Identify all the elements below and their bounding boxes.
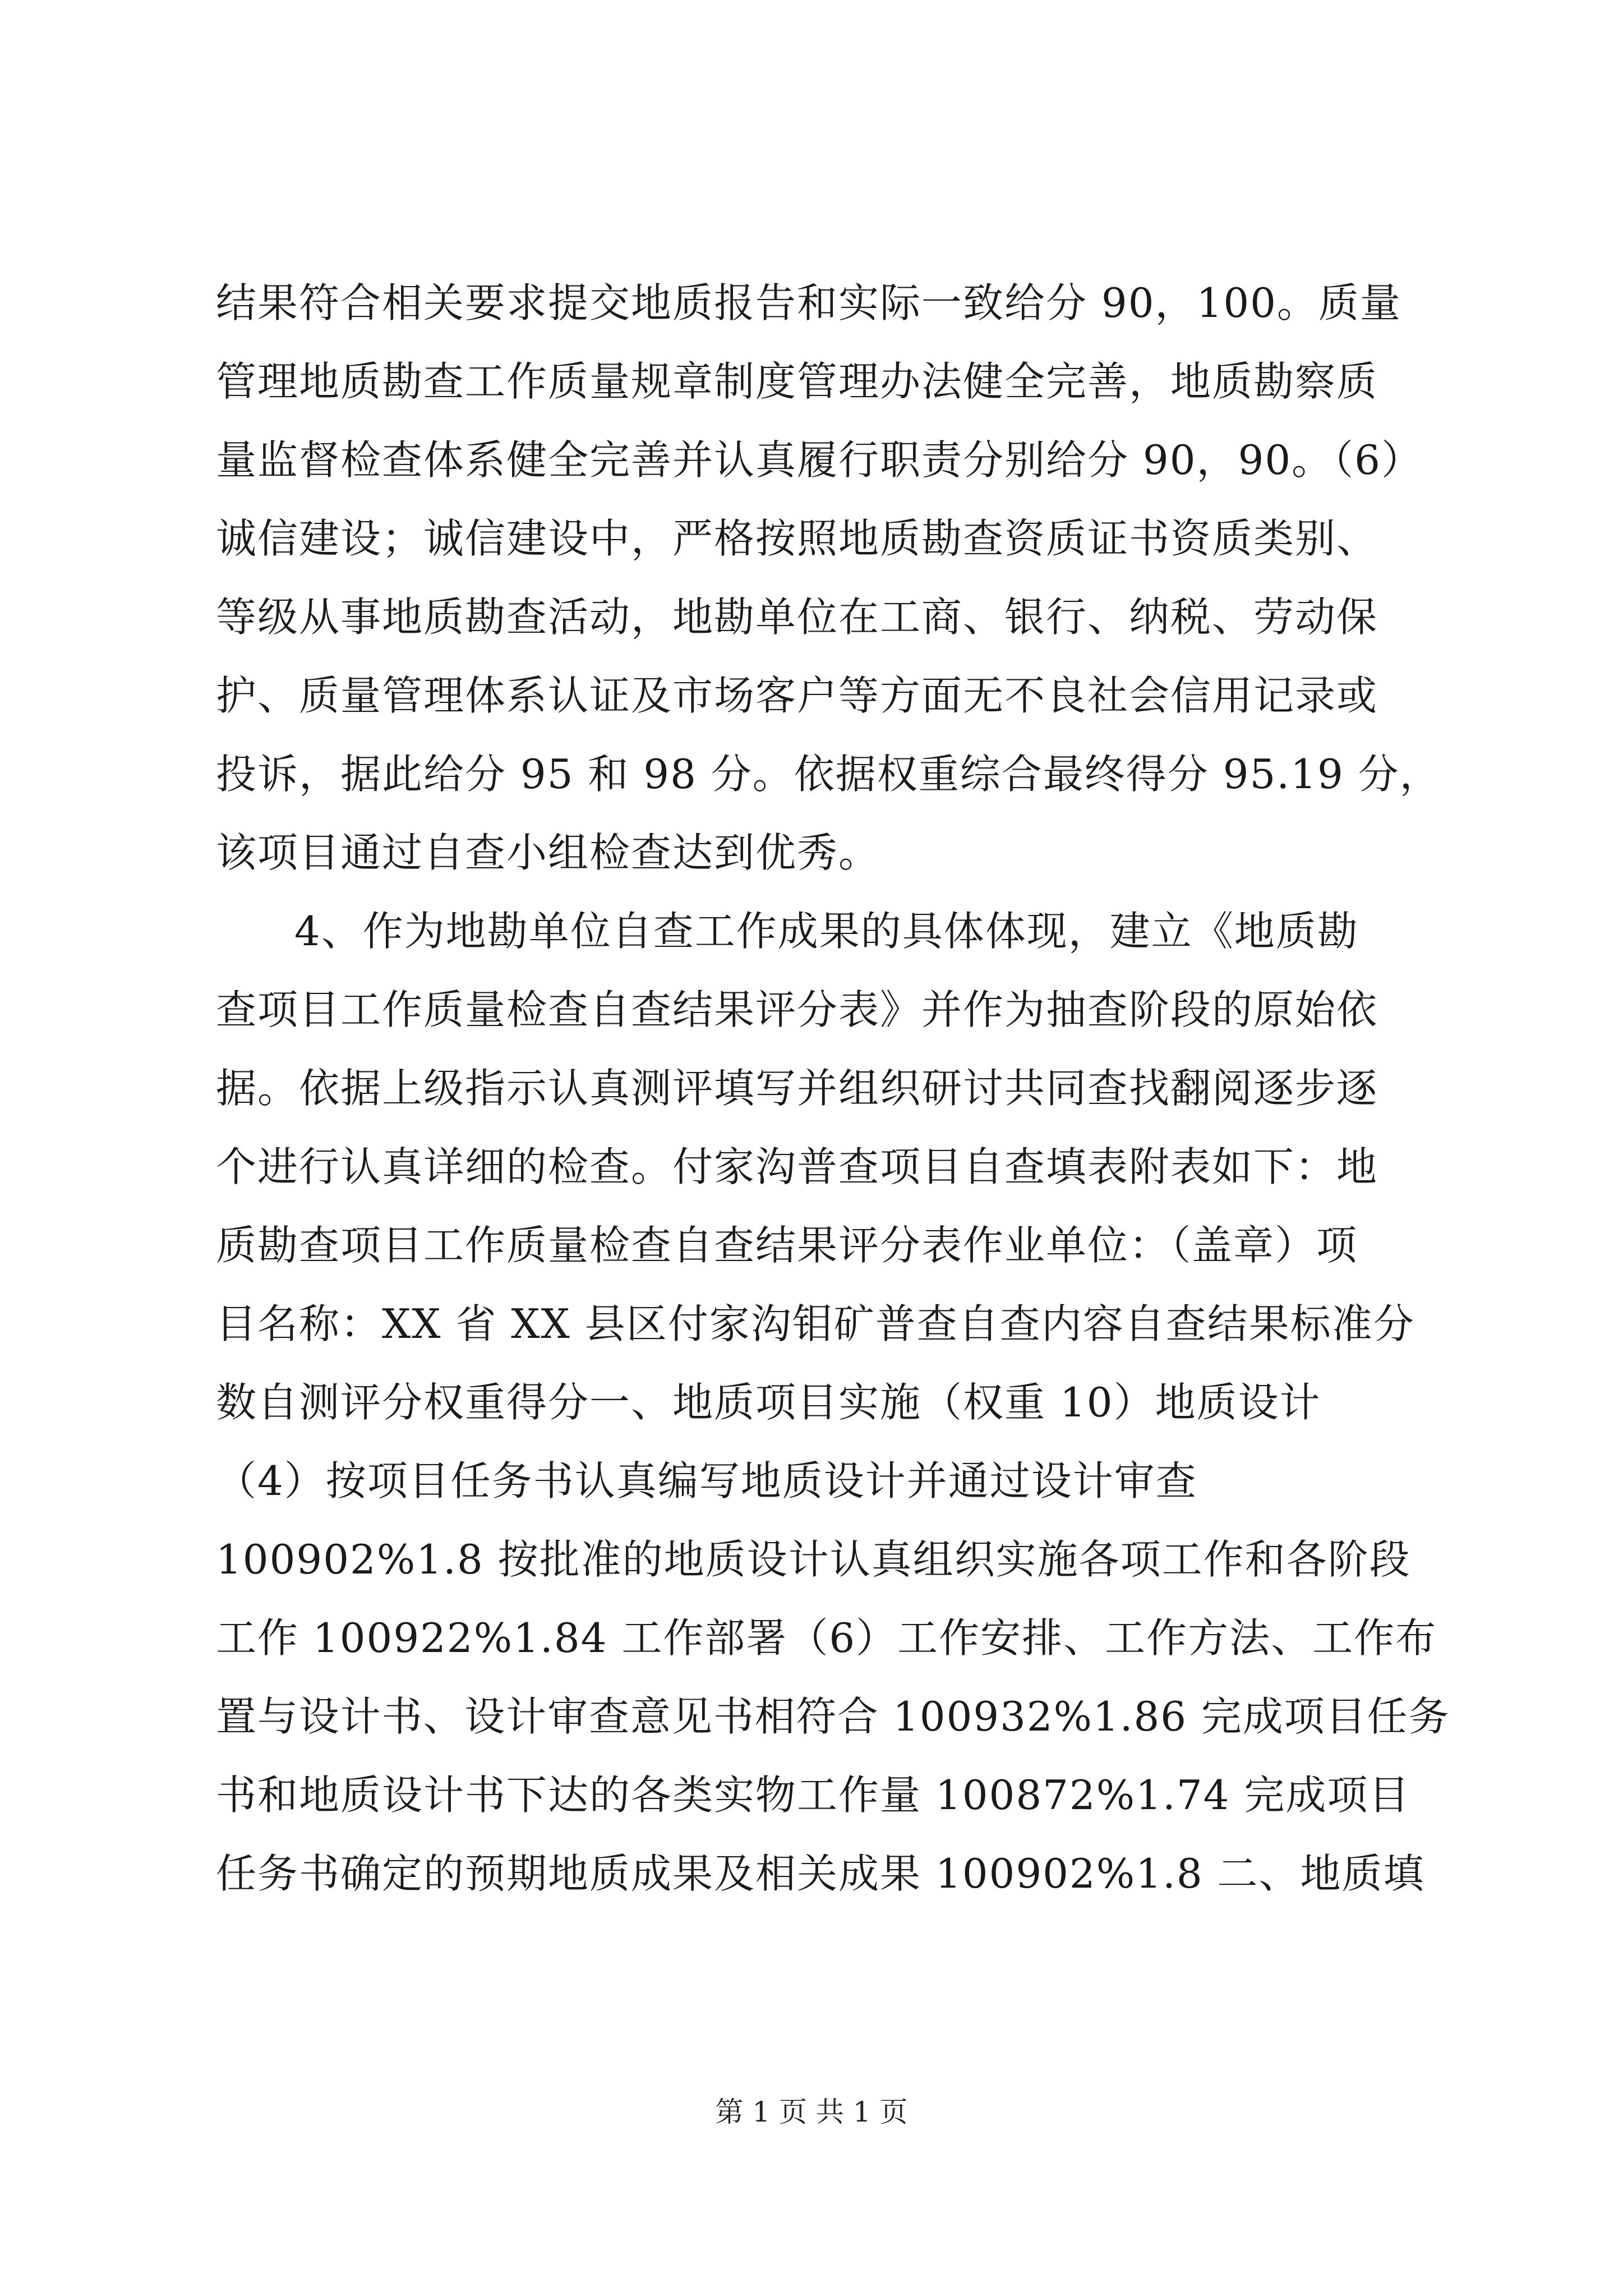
- text-line: 工作 100922%1.84 工作部署（6）工作安排、工作方法、工作布: [216, 1614, 1437, 1662]
- paragraph-start-line: 4、作为地勘单位自查工作成果的具体体现，建立《地质勘: [294, 908, 1359, 955]
- text-line: 投诉，据此给分 95 和 98 分。依据权重综合最终得分 95.19 分，: [216, 751, 1441, 798]
- text-line: 书和地质设计书下达的各类实物工作量 100872%1.74 完成项目: [216, 1772, 1410, 1819]
- text-line: （4）按项目任务书认真编写地质设计并通过设计审查: [216, 1457, 1197, 1504]
- text-line: 护、质量管理体系认证及市场客户等方面无不良社会信用记录或: [216, 672, 1378, 719]
- text-line: 据。依据上级指示认真测评填写并组织研讨共同查找翻阅逐步逐: [216, 1065, 1378, 1112]
- text-line: 量监督检查体系健全完善并认真履行职责分别给分 90，90。（6）: [216, 436, 1423, 484]
- text-line: 该项目通过自查小组检查达到优秀。: [216, 829, 880, 876]
- text-line: 结果符合相关要求提交地质报告和实际一致给分 90，100。质量: [216, 279, 1401, 326]
- page-footer: 第 1 页 共 1 页: [715, 2096, 908, 2128]
- text-line: 诚信建设；诚信建设中，严格按照地质勘查资质证书资质类别、: [216, 515, 1378, 562]
- text-line: 数自测评分权重得分一、地质项目实施（权重 10）地质设计: [216, 1379, 1321, 1426]
- text-line: 置与设计书、设计审查意见书相符合 100932%1.86 完成项目任务: [216, 1693, 1450, 1740]
- text-line: 管理地质勘查工作质量规章制度管理办法健全完善，地质勘察质: [216, 358, 1378, 405]
- text-line: 质勘查项目工作质量检查自查结果评分表作业单位：（盖章）项: [216, 1222, 1358, 1269]
- text-line: 个进行认真详细的检查。付家沟普查项目自查填表附表如下：地: [216, 1143, 1378, 1190]
- text-line: 任务书确定的预期地质成果及相关成果 100902%1.8 二、地质填: [216, 1850, 1425, 1897]
- text-line: 查项目工作质量检查自查结果评分表》并作为抽查阶段的原始依: [216, 986, 1378, 1033]
- text-line: 等级从事地质勘查活动，地勘单位在工商、银行、纳税、劳动保: [216, 593, 1378, 641]
- text-line: 目名称：XX 省 XX 县区付家沟钼矿普查自查内容自查结果标准分: [216, 1300, 1415, 1347]
- text-line: 100902%1.8 按批准的地质设计认真组织实施各项工作和各阶段: [216, 1536, 1411, 1583]
